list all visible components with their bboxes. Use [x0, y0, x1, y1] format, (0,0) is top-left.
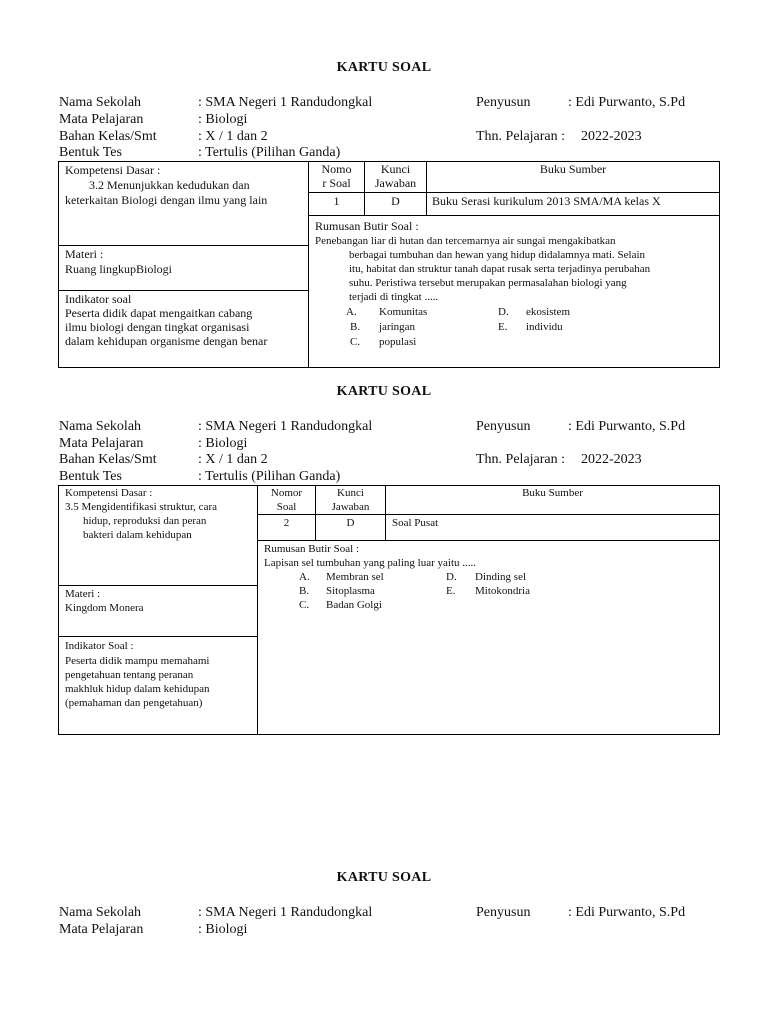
kd-line: 3.5 Mengidentifikasi struktur, cara	[65, 501, 217, 513]
question-line: Lapisan sel tumbuhan yang paling luar yaitu .....	[264, 557, 477, 569]
indikator-line: dalam kehidupan organisme dengan benar	[65, 334, 268, 348]
test-label: Bentuk Tes	[59, 469, 122, 484]
materi-cell	[59, 245, 308, 291]
question-line: Penebangan liar di hutan dan tercemarnya air sungai mengakibatkan	[315, 235, 616, 247]
nomor-header-line-1: Nomor	[270, 487, 303, 499]
school-label: Nama Sekolah	[59, 905, 142, 920]
kunci-header-line-1: Kunci	[337, 487, 364, 499]
kompetensi-dasar-cell	[59, 486, 257, 586]
option-e-letter: E.	[446, 585, 456, 597]
year-value: 2022-2023	[581, 129, 642, 144]
kunci-header-line-2: Jawaban	[331, 501, 370, 513]
kunci-jawaban-header	[364, 162, 426, 193]
subject-label: Mata Pelajaran	[59, 436, 144, 451]
test-value: : Tertulis (Pilihan Ganda)	[198, 145, 341, 160]
option-e-text: Mitokondria	[475, 585, 530, 597]
nomor-soal-header	[308, 162, 364, 193]
materi-cell	[59, 585, 257, 637]
indikator-cell	[59, 636, 257, 734]
indikator-cell	[59, 290, 308, 367]
kunci-jawaban-value: D	[315, 514, 385, 541]
option-b-letter: B.	[350, 321, 361, 333]
option-a-text: Komunitas	[379, 306, 428, 318]
rumusan-cell	[308, 215, 719, 367]
buku-sumber-value: Buku Serasi kurikulum 2013 SMA/MA kelas X	[426, 192, 719, 216]
class-value: : X / 1 dan 2	[198, 129, 268, 144]
class-label: Bahan Kelas/Smt	[59, 452, 157, 467]
question-table	[58, 485, 720, 735]
question-table	[58, 161, 720, 368]
rumusan-cell	[257, 540, 719, 734]
indikator-line: Peserta didik mampu memahami	[65, 655, 210, 667]
buku-sumber-value: Soal Pusat	[385, 514, 719, 541]
kd-label: Kompetensi Dasar :	[65, 487, 153, 499]
author-label: Penyusun	[476, 905, 531, 920]
author-value: : Edi Purwanto, S.Pd	[568, 95, 686, 110]
year-label: Thn. Pelajaran :	[476, 129, 566, 144]
option-d-letter: D.	[498, 306, 509, 318]
question-line: itu, habitat dan struktur tanah dapat rusak serta terjadinya perubahan	[349, 263, 651, 275]
question-line: suhu. Peristiwa tersebut merupakan permasalahan biologi yang	[349, 277, 627, 289]
indikator-line: makhluk hidup dalam kehidupan	[65, 683, 210, 695]
option-b-letter: B.	[299, 585, 310, 597]
indikator-line: pengetahuan tentang peranan	[65, 669, 194, 681]
indikator-line: Peserta didik dapat mengaitkan cabang	[65, 306, 253, 320]
kunci-header-line-2: Jawaban	[374, 176, 417, 190]
option-a-text: Membran sel	[326, 571, 384, 583]
subject-label: Mata Pelajaran	[59, 922, 144, 937]
materi-label: Materi :	[65, 588, 101, 600]
kunci-jawaban-value: D	[364, 192, 426, 216]
indikator-line: (pemahaman dan pengetahuan)	[65, 697, 203, 709]
nomor-soal-value: 2	[257, 514, 315, 541]
subject-value: : Biologi	[198, 112, 248, 127]
kd-label: Kompetensi Dasar :	[65, 163, 161, 177]
kd-line-2: keterkaitan Biologi dengan ilmu yang lain	[65, 193, 268, 207]
school-label: Nama Sekolah	[59, 95, 142, 110]
school-value: : SMA Negeri 1 Randudongkal	[198, 95, 373, 110]
option-e-text: individu	[526, 321, 563, 333]
subject-value: : Biologi	[198, 436, 248, 451]
option-b-text: Sitoplasma	[326, 585, 375, 597]
option-c-text: populasi	[379, 336, 417, 348]
school-label: Nama Sekolah	[59, 419, 142, 434]
nomor-soal-header	[257, 486, 315, 515]
kunci-jawaban-header	[315, 486, 385, 515]
kompetensi-dasar-cell	[59, 162, 308, 246]
option-e-letter: E.	[498, 321, 508, 333]
kd-line: hidup, reproduksi dan peran	[83, 515, 207, 527]
materi-label: Materi :	[65, 247, 104, 261]
option-c-text: Badan Golgi	[326, 599, 382, 611]
rumusan-label: Rumusan Butir Soal :	[264, 543, 360, 555]
buku-sumber-label: Buku Sumber	[539, 162, 607, 176]
card-title: KARTU SOAL	[336, 870, 432, 885]
question-line: terjadi di tingkat .....	[349, 291, 439, 303]
kunci-header-line-1: Kunci	[380, 162, 411, 176]
option-d-text: Dinding sel	[475, 571, 527, 583]
school-value: : SMA Negeri 1 Randudongkal	[198, 419, 373, 434]
nomor-header-line-2: Soal	[276, 501, 297, 513]
buku-sumber-header	[426, 162, 719, 193]
rumusan-label: Rumusan Butir Soal :	[315, 219, 419, 233]
kd-line-1: 3.2 Menunjukkan kedudukan dan	[89, 178, 250, 192]
subject-label: Mata Pelajaran	[59, 112, 144, 127]
class-label: Bahan Kelas/Smt	[59, 129, 157, 144]
materi-value: Kingdom Monera	[65, 602, 144, 614]
author-value: : Edi Purwanto, S.Pd	[568, 905, 686, 920]
indikator-line: ilmu biologi dengan tingkat organisasi	[65, 320, 250, 334]
option-d-letter: D.	[446, 571, 457, 583]
option-c-letter: C.	[350, 336, 361, 348]
class-value: : X / 1 dan 2	[198, 452, 268, 467]
buku-sumber-header	[385, 486, 719, 515]
card-title: KARTU SOAL	[336, 384, 432, 399]
year-label: Thn. Pelajaran :	[476, 452, 566, 467]
card-title: KARTU SOAL	[336, 60, 432, 75]
nomor-header-line-1: Nomo	[321, 162, 352, 176]
materi-value: Ruang lingkupBiologi	[65, 262, 173, 276]
nomor-header-line-2: r Soal	[322, 176, 351, 190]
option-c-letter: C.	[299, 599, 310, 611]
school-value: : SMA Negeri 1 Randudongkal	[198, 905, 373, 920]
buku-sumber-label: Buku Sumber	[522, 487, 583, 499]
option-a-letter: A.	[346, 306, 357, 318]
option-b-text: jaringan	[379, 321, 416, 333]
indikator-label: Indikator soal	[65, 292, 132, 306]
kd-line: bakteri dalam kehidupan	[83, 529, 192, 541]
test-label: Bentuk Tes	[59, 145, 122, 160]
nomor-soal-value: 1	[308, 192, 364, 216]
subject-value: : Biologi	[198, 922, 248, 937]
year-value: 2022-2023	[581, 452, 642, 467]
author-label: Penyusun	[476, 419, 531, 434]
author-value: : Edi Purwanto, S.Pd	[568, 419, 686, 434]
question-line: berbagai tumbuhan dan hewan yang hidup didalamnya mati. Selain	[349, 249, 646, 261]
indikator-label: Indikator Soal :	[65, 640, 134, 652]
test-value: : Tertulis (Pilihan Ganda)	[198, 469, 341, 484]
option-d-text: ekosistem	[526, 306, 570, 318]
option-a-letter: A.	[299, 571, 310, 583]
author-label: Penyusun	[476, 95, 531, 110]
